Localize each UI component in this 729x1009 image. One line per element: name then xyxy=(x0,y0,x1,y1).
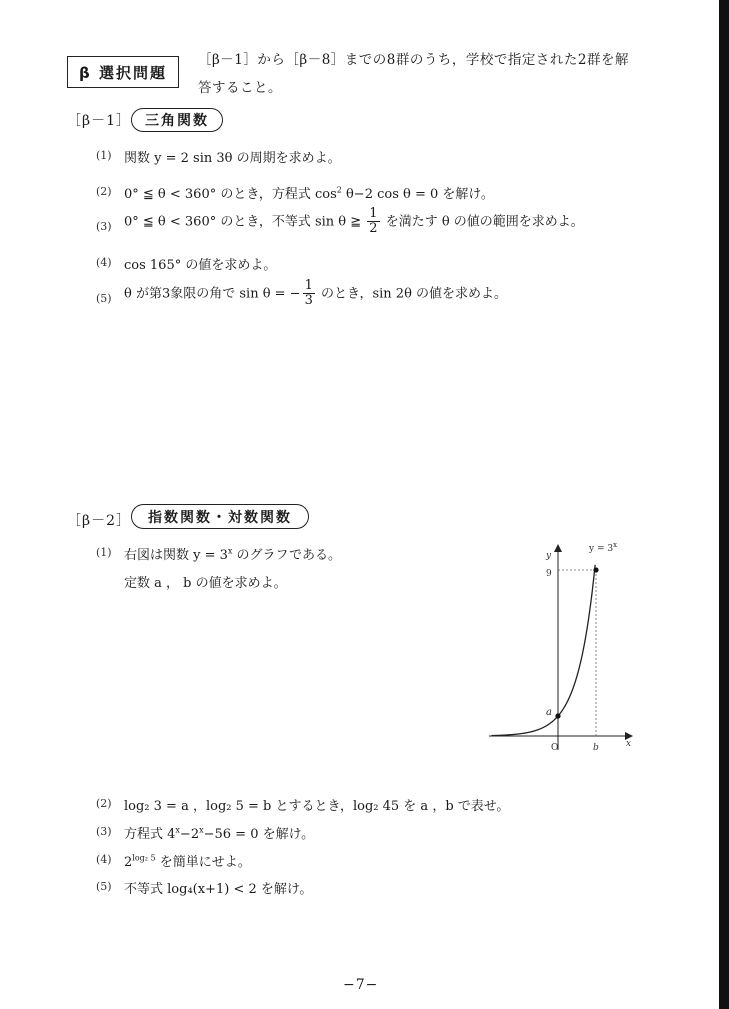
exponential-curve xyxy=(492,565,596,736)
label-a: a xyxy=(546,707,552,718)
s1-q2-text xyxy=(124,183,494,202)
s2-q5-number: (5) xyxy=(96,880,112,893)
s1-q5-text xyxy=(124,279,507,309)
s1-q5-number: (5) xyxy=(96,292,112,305)
s2-q1-line1-post: のグラフである。 xyxy=(232,548,341,563)
s2-q2-number: (2) xyxy=(96,797,112,810)
s1-q3-post: を満たす θ の値の範囲を求めよ。 xyxy=(381,214,584,230)
section2-title xyxy=(131,504,309,529)
s1-q3-denominator: 2 xyxy=(369,221,378,237)
point-a xyxy=(555,713,560,718)
s1-q2-number: (2) xyxy=(96,185,112,198)
x-axis-label: x xyxy=(626,739,632,749)
s1-q5-denominator: 3 xyxy=(304,293,313,309)
s2-q4-text xyxy=(124,851,251,870)
section1-title-text: 三角関数 xyxy=(145,113,209,129)
s1-q4-text: cos 165° の値を求めよ。 xyxy=(124,258,277,273)
scan-edge-bar xyxy=(719,0,729,1009)
s2-q4-number: (4) xyxy=(96,853,112,866)
s2-q1-number: (1) xyxy=(96,546,112,559)
curve-label: $y = 3^x$ xyxy=(589,541,618,554)
section1-tag: ［β－1］ xyxy=(67,113,132,129)
s2-q3-post: −56 = 0 を解け。 xyxy=(203,827,315,842)
s2-q3-text xyxy=(124,823,314,842)
s2-q4-pre: 2 xyxy=(124,855,133,870)
s2-q3-sup2: x xyxy=(199,825,204,835)
s1-q1-number: (1) xyxy=(96,149,112,162)
s2-q1-line1-pre: 右図は関数 y = 3 xyxy=(124,548,228,563)
section1-title xyxy=(131,108,223,132)
selection-title-box xyxy=(67,56,179,88)
s1-q3-pre: 0° ≦ θ < 360° のとき，不等式 sin θ ≧ xyxy=(124,214,366,230)
s1-q5-fraction xyxy=(303,279,315,309)
s1-q5-numerator: 1 xyxy=(304,278,313,293)
s1-q3-text xyxy=(124,207,584,237)
s1-q2-sup: 2 xyxy=(336,185,342,195)
intro-line-1: ［β－1］から［β－8］までの8群のうち，学校で指定された2群を解 xyxy=(198,52,629,68)
s1-q2-post: θ−2 cos θ = 0 を解け。 xyxy=(341,187,494,202)
s2-q1-line1-sup: x xyxy=(227,546,233,556)
section2-title-text: 指数関数・対数関数 xyxy=(148,509,292,526)
label-b: b xyxy=(593,743,599,753)
s1-q1-text: 関数 y = 2 sin 3θ の周期を求めよ。 xyxy=(124,151,341,166)
y-axis-label: y xyxy=(546,551,552,561)
page-number: −7− xyxy=(343,977,379,993)
s1-q4-number: (4) xyxy=(96,256,112,269)
selection-title: β 選択問題 xyxy=(79,63,167,82)
s2-q5-text: 不等式 log₄(x+1) < 2 を解け。 xyxy=(124,882,313,897)
s2-q2-text: log₂ 3 = a ，log₂ 5 = b とするとき，log₂ 45 を a ，b で表せ。 xyxy=(124,799,510,814)
s2-q3-pre: 方程式 4 xyxy=(124,827,176,842)
s1-q5-post: のとき，sin 2θ の値を求めよ。 xyxy=(316,286,508,302)
tick-label-9: 9 xyxy=(546,569,552,579)
origin-label: O xyxy=(551,743,559,753)
s1-q3-fraction xyxy=(367,207,379,237)
point-b-9 xyxy=(593,567,598,572)
s1-q5-pre: θ が第3象限の角で sin θ = − xyxy=(124,286,301,302)
s1-q2-pre: 0° ≦ θ < 360° のとき，方程式 cos xyxy=(124,187,337,202)
s2-q4-post: を簡単にせよ。 xyxy=(155,855,251,870)
s1-q3-numerator: 1 xyxy=(369,206,378,221)
section2-tag: ［β－2］ xyxy=(67,513,132,529)
s2-q4-sup: log₂ 5 xyxy=(132,853,156,863)
intro-line-2: 答すること。 xyxy=(198,80,282,96)
s2-q1-line2: 定数 a ， b の値を求めよ。 xyxy=(124,576,287,591)
exponential-graph xyxy=(485,538,645,758)
s1-q3-number: (3) xyxy=(96,220,112,233)
s2-q1-line1 xyxy=(124,544,341,563)
s2-q3-mid: −2 xyxy=(179,827,200,842)
s2-q3-sup1: x xyxy=(175,825,180,835)
s2-q3-number: (3) xyxy=(96,825,112,838)
